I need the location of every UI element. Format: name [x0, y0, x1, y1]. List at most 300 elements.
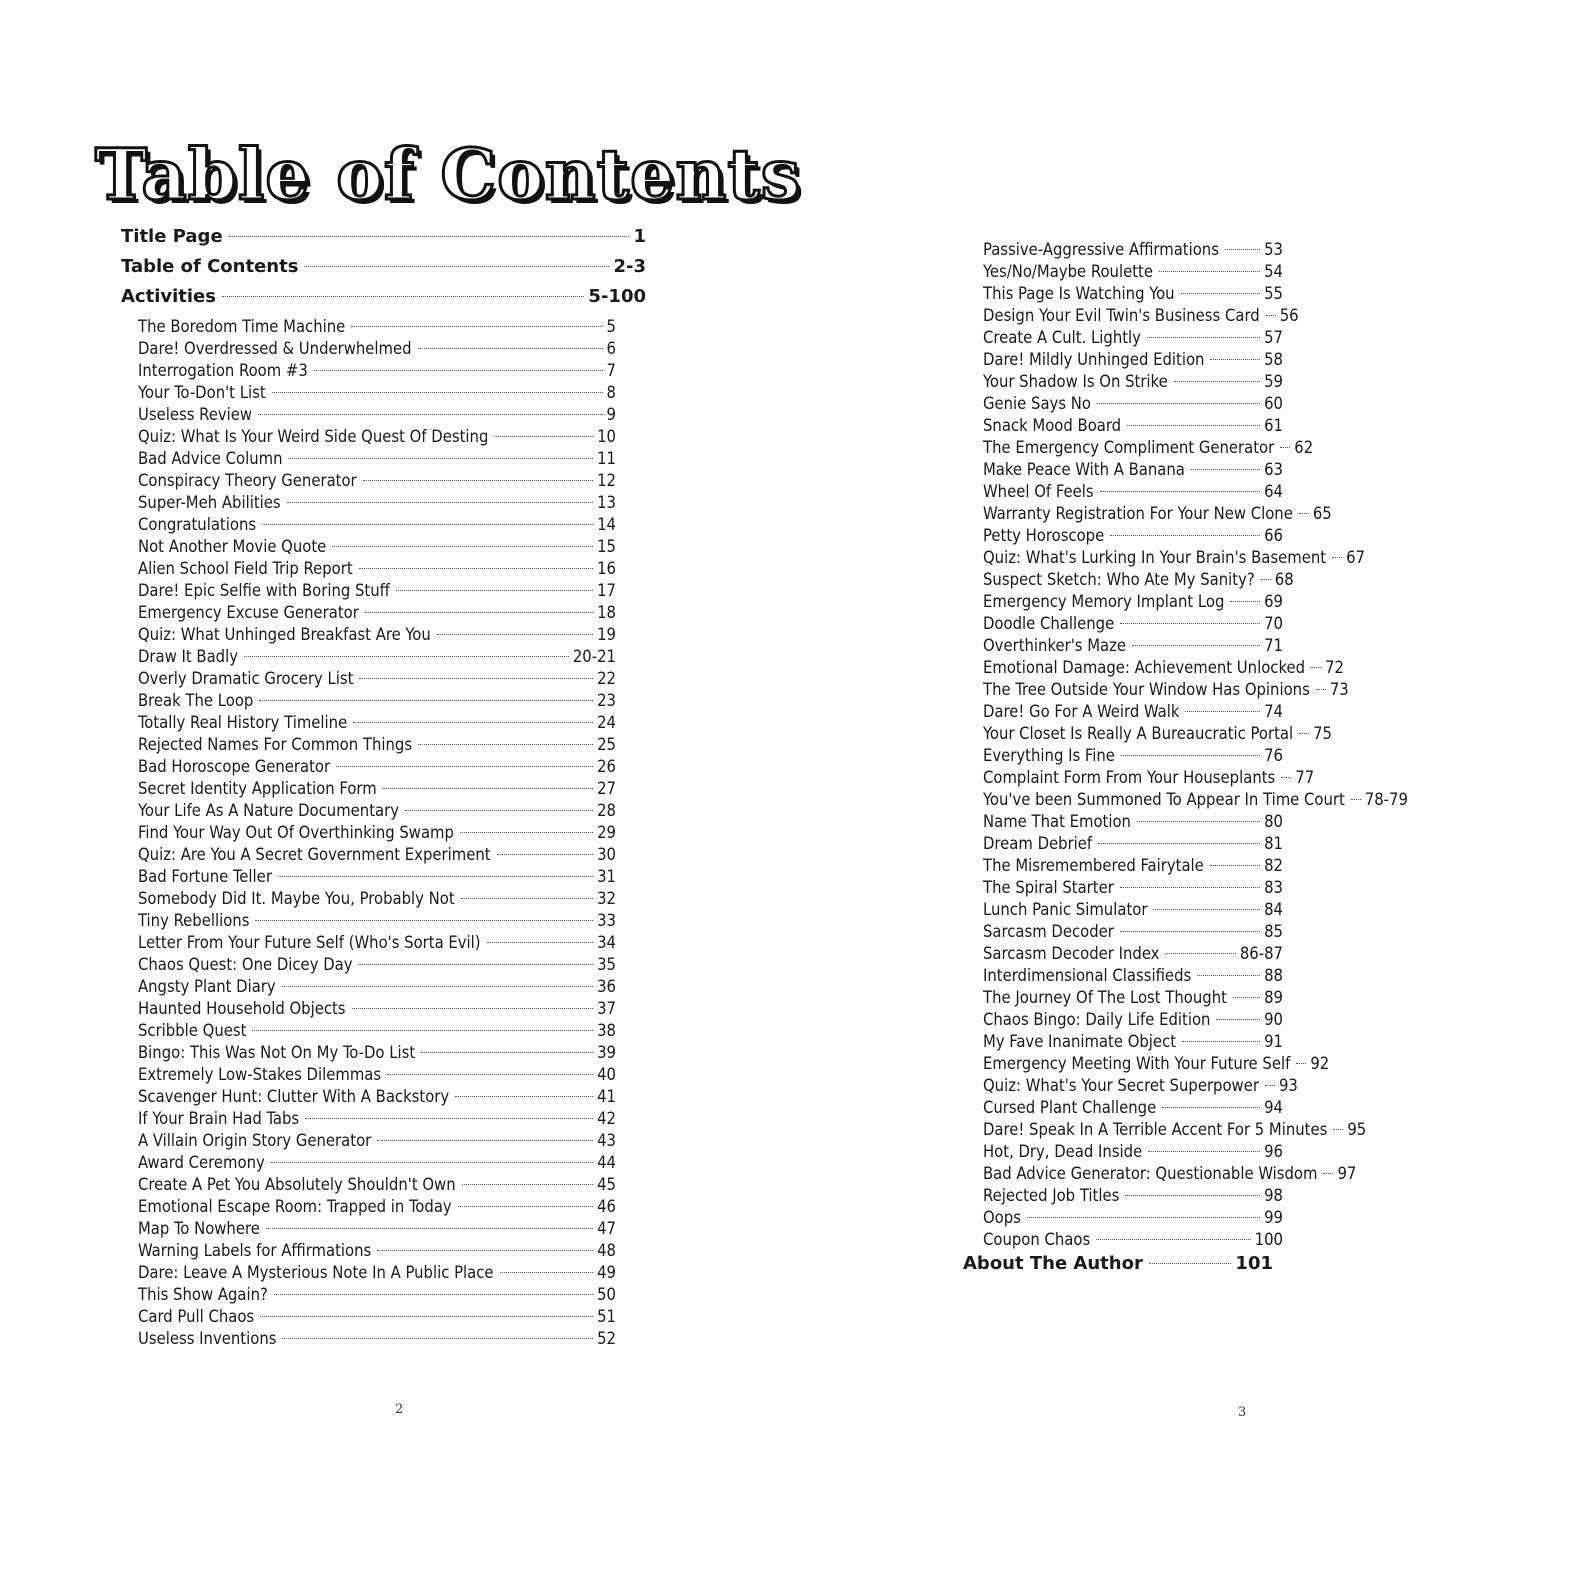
- toc-entry: [983, 635, 1283, 657]
- entry-title: Emotional Escape Room: Trapped in Today: [138, 1197, 452, 1216]
- toc-entry: [983, 613, 1283, 635]
- toc-entry: [138, 998, 616, 1020]
- entry-page-number: 42: [597, 1109, 616, 1128]
- entry-title: Dare! Epic Selfie with Boring Stuff: [138, 581, 390, 600]
- dot-leader: [352, 1008, 594, 1009]
- entry-title: A Villain Origin Story Generator: [138, 1131, 372, 1150]
- entry-page-number: 69: [1264, 592, 1283, 611]
- toc-entry: [138, 624, 616, 646]
- main-sections-list: [121, 222, 646, 312]
- dot-leader: [266, 1228, 593, 1229]
- dot-leader: [405, 810, 593, 811]
- activities-list-left: [138, 316, 616, 1350]
- entry-title: Petty Horoscope: [983, 526, 1105, 545]
- toc-entry: [138, 536, 616, 558]
- entry-page-number: 17: [597, 581, 616, 600]
- toc-main-entry: [121, 222, 646, 252]
- toc-entry: [138, 382, 616, 404]
- entry-title: Hot, Dry, Dead Inside: [983, 1142, 1143, 1161]
- entry-page-number: 95: [1347, 1120, 1367, 1139]
- entry-page-number: 41: [597, 1087, 616, 1106]
- dot-leader: [1182, 1041, 1260, 1042]
- entry-title: Break The Loop: [138, 691, 254, 710]
- entry-page-number: 43: [597, 1131, 616, 1150]
- entry-page-number: 74: [1264, 702, 1283, 721]
- entry-page-number: 49: [597, 1263, 616, 1282]
- entry-page-number: 93: [1278, 1076, 1298, 1095]
- dot-leader: [494, 436, 593, 437]
- entry-title: Not Another Movie Quote: [138, 537, 327, 556]
- entry-page-number: 96: [1264, 1142, 1283, 1161]
- entry-page-number: 81: [1264, 834, 1283, 853]
- dot-leader: [1311, 667, 1321, 668]
- dot-leader: [1096, 1239, 1250, 1240]
- right-page: [793, 0, 1586, 1586]
- dot-leader: [359, 568, 593, 569]
- entry-page-number: 58: [1264, 350, 1283, 369]
- entry-page-number: 63: [1264, 460, 1283, 479]
- dot-leader: [278, 876, 593, 877]
- dot-leader: [462, 1184, 594, 1185]
- entry-page-number: 54: [1264, 262, 1283, 281]
- entry-title: Quiz: What's Your Secret Superpower: [983, 1076, 1259, 1095]
- dot-leader: [1120, 887, 1260, 888]
- entry-title: Quiz: What Is Your Weird Side Quest Of Desting: [138, 427, 489, 446]
- dot-leader: [1147, 337, 1260, 338]
- entry-title: Suspect Sketch: Who Ate My Sanity?: [983, 570, 1255, 589]
- entry-page-number: 97: [1337, 1164, 1357, 1183]
- entry-page-number: 99: [1264, 1208, 1283, 1227]
- entry-title: Cursed Plant Challenge: [983, 1098, 1157, 1117]
- entry-page-number: 15: [597, 537, 616, 556]
- dot-leader: [255, 920, 593, 921]
- dot-leader: [487, 942, 594, 943]
- toc-entry: [983, 1097, 1283, 1119]
- entry-page-number: 60: [1264, 394, 1283, 413]
- entry-page-number: 22: [597, 669, 616, 688]
- dot-leader: [365, 612, 593, 613]
- entry-title: Overly Dramatic Grocery List: [138, 669, 354, 688]
- entry-page-number: 75: [1313, 724, 1332, 743]
- entry-title: Chaos Bingo: Daily Life Edition: [983, 1010, 1211, 1029]
- entry-title: Your Closet Is Really A Bureaucratic Portal: [983, 724, 1294, 743]
- entry-title: Bad Advice Generator: Questionable Wisdom: [983, 1164, 1318, 1183]
- entry-page-number: 40: [597, 1065, 616, 1084]
- toc-entry: [138, 910, 616, 932]
- entry-title: Warning Labels for Affirmations: [138, 1241, 372, 1260]
- dot-leader: [1216, 1019, 1260, 1020]
- toc-entry: [138, 712, 616, 734]
- toc-entry: [138, 1306, 616, 1328]
- entry-title: Dream Debrief: [983, 834, 1093, 853]
- entry-title: Dare! Go For A Weird Walk: [983, 702, 1180, 721]
- entry-page-number: 94: [1264, 1098, 1283, 1117]
- entry-page-number: 73: [1329, 680, 1349, 699]
- entry-title: Oops: [983, 1208, 1021, 1227]
- dot-leader: [351, 326, 602, 327]
- entry-title: Chaos Quest: One Dicey Day: [138, 955, 353, 974]
- entry-page-number: 80: [1264, 812, 1283, 831]
- dot-leader: [1351, 799, 1361, 800]
- toc-entry: [983, 1053, 1330, 1075]
- dot-leader: [353, 722, 593, 723]
- entry-page-number: 11: [597, 449, 616, 468]
- entry-title: Secret Identity Application Form: [138, 779, 377, 798]
- entry-title: The Misremembered Fairytale: [983, 856, 1204, 875]
- entry-title: Complaint Form From Your Houseplants: [983, 768, 1276, 787]
- entry-title: Create A Cult. Lightly: [983, 328, 1141, 347]
- toc-entry: [138, 844, 616, 866]
- dot-leader: [377, 1140, 593, 1141]
- toc-entry: [983, 943, 1283, 965]
- entry-title: Passive-Aggressive Affirmations: [983, 240, 1219, 259]
- entry-title: Make Peace With A Banana: [983, 460, 1185, 479]
- entry-title: Dare! Mildly Unhinged Edition: [983, 350, 1205, 369]
- toc-entry: [138, 734, 616, 756]
- entry-title: Super-Meh Abilities: [138, 493, 281, 512]
- entry-page-number: 62: [1294, 438, 1314, 457]
- entry-page-number: 78-79: [1364, 790, 1408, 809]
- entry-title: Genie Says No: [983, 394, 1091, 413]
- dot-leader: [1185, 711, 1260, 712]
- dot-leader: [1323, 1173, 1333, 1174]
- toc-entry: [983, 789, 1408, 811]
- entry-title: Emergency Meeting With Your Future Self: [983, 1054, 1291, 1073]
- dot-leader: [1120, 931, 1260, 932]
- dot-leader: [314, 370, 603, 371]
- dot-leader: [1097, 403, 1260, 404]
- entry-title: Dare! Speak In A Terrible Accent For 5 Minutes: [983, 1120, 1328, 1139]
- dot-leader: [244, 656, 569, 657]
- dot-leader: [1280, 447, 1290, 448]
- toc-entry: [983, 437, 1314, 459]
- dot-leader: [1265, 1085, 1275, 1086]
- entry-page-number: 84: [1264, 900, 1283, 919]
- entry-page-number: 50: [597, 1285, 616, 1304]
- toc-entry: [983, 679, 1349, 701]
- entry-page-number: 31: [597, 867, 616, 886]
- entry-title: This Show Again?: [138, 1285, 268, 1304]
- entry-title: Emergency Excuse Generator: [138, 603, 359, 622]
- toc-entry: [983, 877, 1283, 899]
- entry-title: The Boredom Time Machine: [138, 317, 346, 336]
- entry-page-number: 10: [597, 427, 616, 446]
- entry-title: Warranty Registration For Your New Clone: [983, 504, 1293, 523]
- entry-page-number: 64: [1264, 482, 1283, 501]
- entry-title: Your To-Don't List: [138, 383, 266, 402]
- entry-title: Sarcasm Decoder Index: [983, 944, 1160, 963]
- entry-title: Map To Nowhere: [138, 1219, 260, 1238]
- toc-entry: [138, 756, 616, 778]
- entry-page-number: 44: [597, 1153, 616, 1172]
- entry-page-number: 12: [597, 471, 616, 490]
- toc-entry: [983, 657, 1344, 679]
- toc-entry: [138, 1108, 616, 1130]
- entry-page-number: 18: [597, 603, 616, 622]
- dot-leader: [1162, 1107, 1260, 1108]
- toc-entry: [138, 602, 616, 624]
- toc-entry: [983, 459, 1283, 481]
- dot-leader: [1333, 1129, 1343, 1130]
- toc-entry: [138, 1020, 616, 1042]
- toc-entry: [138, 426, 616, 448]
- entry-title: Alien School Field Trip Report: [138, 559, 353, 578]
- entry-title: Design Your Evil Twin's Business Card: [983, 306, 1260, 325]
- entry-title: Overthinker's Maze: [983, 636, 1127, 655]
- entry-page-number: 36: [597, 977, 616, 996]
- entry-page-number: 2-3: [613, 256, 646, 277]
- entry-page-number: 32: [597, 889, 616, 908]
- toc-entry: [983, 965, 1283, 987]
- toc-entry: [138, 800, 616, 822]
- dot-leader: [272, 392, 603, 393]
- entry-title: Angsty Plant Diary: [138, 977, 276, 996]
- entry-title: Rejected Names For Common Things: [138, 735, 413, 754]
- entry-page-number: 59: [1264, 372, 1283, 391]
- entry-title: Useless Inventions: [138, 1329, 277, 1348]
- entry-page-number: 98: [1264, 1186, 1283, 1205]
- toc-entry: [983, 525, 1283, 547]
- entry-page-number: 47: [597, 1219, 616, 1238]
- dot-leader: [1316, 689, 1326, 690]
- entry-page-number: 30: [597, 845, 616, 864]
- toc-entry: [138, 866, 616, 888]
- dot-leader: [460, 832, 593, 833]
- entry-title: My Fave Inanimate Object: [983, 1032, 1177, 1051]
- dot-leader: [1210, 359, 1260, 360]
- dot-leader: [1159, 271, 1260, 272]
- entry-title: Letter From Your Future Self (Who's Sorta Evil): [138, 933, 481, 952]
- toc-entry: [138, 1042, 616, 1064]
- dot-leader: [1174, 381, 1260, 382]
- entry-title: Somebody Did It. Maybe You, Probably Not: [138, 889, 455, 908]
- toc-entry: [983, 833, 1283, 855]
- toc-entry: [983, 547, 1365, 569]
- toc-entry: [983, 1119, 1367, 1141]
- dot-leader: [1125, 1195, 1260, 1196]
- entry-title: Create A Pet You Absolutely Shouldn't Own: [138, 1175, 456, 1194]
- entry-title: Wheel Of Feels: [983, 482, 1094, 501]
- entry-page-number: 19: [597, 625, 616, 644]
- entry-title: Card Pull Chaos: [138, 1307, 255, 1326]
- entry-page-number: 66: [1264, 526, 1283, 545]
- dot-leader: [1197, 975, 1260, 976]
- entry-title: Yes/No/Maybe Roulette: [983, 262, 1153, 281]
- dot-leader: [1148, 1151, 1260, 1152]
- dot-leader: [1210, 865, 1260, 866]
- toc-entry: [138, 1262, 616, 1284]
- dot-leader: [458, 1206, 593, 1207]
- entry-page-number: 85: [1264, 922, 1283, 941]
- dot-leader: [497, 854, 594, 855]
- entry-page-number: 9: [606, 405, 616, 424]
- dot-leader: [1332, 557, 1342, 558]
- entry-page-number: 88: [1264, 966, 1283, 985]
- toc-entry: [138, 668, 616, 690]
- entry-title: Emergency Memory Implant Log: [983, 592, 1225, 611]
- toc-entry: [983, 1163, 1357, 1185]
- entry-page-number: 61: [1264, 416, 1283, 435]
- dot-leader: [222, 296, 584, 297]
- toc-entry: [138, 1328, 616, 1350]
- entry-page-number: 37: [597, 999, 616, 1018]
- entry-page-number: 52: [597, 1329, 616, 1348]
- toc-entry: [138, 954, 616, 976]
- entry-page-number: 89: [1264, 988, 1283, 1007]
- toc-entry: [983, 811, 1283, 833]
- entry-title: Scavenger Hunt: Clutter With A Backstory: [138, 1087, 450, 1106]
- entry-page-number: 33: [597, 911, 616, 930]
- entry-title: Bad Fortune Teller: [138, 867, 272, 886]
- dot-leader: [1181, 293, 1261, 294]
- entry-title: Your Life As A Nature Documentary: [138, 801, 399, 820]
- entry-page-number: 45: [597, 1175, 616, 1194]
- toc-entry: [983, 481, 1283, 503]
- toc-entry: [983, 371, 1283, 393]
- toc-entry: [983, 745, 1283, 767]
- entry-page-number: 101: [1235, 1253, 1273, 1274]
- toc-entry: [138, 1152, 616, 1174]
- entry-title: Title Page: [121, 226, 223, 247]
- toc-entry: [983, 239, 1283, 261]
- dot-leader: [387, 1074, 593, 1075]
- entry-title: Quiz: What Unhinged Breakfast Are You: [138, 625, 431, 644]
- entry-title: Tiny Rebellions: [138, 911, 250, 930]
- dot-leader: [304, 266, 609, 267]
- dot-leader: [437, 634, 593, 635]
- closing-section: [963, 1249, 1273, 1279]
- toc-entry: [983, 503, 1332, 525]
- toc-entry: [983, 1031, 1283, 1053]
- toc-entry: [138, 338, 616, 360]
- toc-entry: [138, 976, 616, 998]
- dot-leader: [461, 898, 593, 899]
- entry-page-number: 28: [597, 801, 616, 820]
- page-title: Table of Contents: [95, 133, 802, 216]
- entry-title: The Journey Of The Lost Thought: [983, 988, 1227, 1007]
- entry-page-number: 1: [633, 226, 646, 247]
- entry-title: The Emergency Compliment Generator: [983, 438, 1275, 457]
- entry-title: Rejected Job Titles: [983, 1186, 1120, 1205]
- entry-page-number: 23: [597, 691, 616, 710]
- dot-leader: [271, 1162, 593, 1163]
- dot-leader: [252, 1030, 593, 1031]
- dot-leader: [274, 1294, 593, 1295]
- toc-entry: [983, 569, 1294, 591]
- toc-entry: [138, 1240, 616, 1262]
- toc-entry: [138, 316, 616, 338]
- dot-leader: [1137, 821, 1260, 822]
- toc-entry: [983, 415, 1283, 437]
- toc-entry: [983, 327, 1283, 349]
- entry-title: Quiz: What's Lurking In Your Brain's Basement: [983, 548, 1327, 567]
- dot-leader: [1110, 535, 1260, 536]
- dot-leader: [359, 678, 593, 679]
- entry-title: Bingo: This Was Not On My To-Do List: [138, 1043, 416, 1062]
- entry-title: Extremely Low-Stakes Dilemmas: [138, 1065, 382, 1084]
- entry-title: Award Ceremony: [138, 1153, 265, 1172]
- dot-leader: [287, 502, 593, 503]
- entry-page-number: 71: [1264, 636, 1283, 655]
- entry-page-number: 20-21: [572, 647, 616, 666]
- entry-page-number: 67: [1346, 548, 1365, 567]
- dot-leader: [1100, 491, 1261, 492]
- dot-leader: [288, 458, 593, 459]
- toc-entry: [138, 1284, 616, 1306]
- toc-entry: [138, 492, 616, 514]
- entry-page-number: 16: [597, 559, 616, 578]
- entry-page-number: 65: [1312, 504, 1332, 523]
- entry-page-number: 27: [597, 779, 616, 798]
- dot-leader: [1266, 315, 1276, 316]
- entry-title: Bad Advice Column: [138, 449, 283, 468]
- dot-leader: [1027, 1217, 1260, 1218]
- toc-entry: [138, 1174, 616, 1196]
- dot-leader: [305, 1118, 593, 1119]
- entry-page-number: 92: [1310, 1054, 1330, 1073]
- entry-page-number: 82: [1264, 856, 1283, 875]
- dot-leader: [418, 744, 593, 745]
- entry-title: The Spiral Starter: [983, 878, 1114, 897]
- toc-entry: [138, 360, 616, 382]
- entry-page-number: 29: [597, 823, 616, 842]
- entry-title: Snack Mood Board: [983, 416, 1122, 435]
- entry-page-number: 35: [597, 955, 616, 974]
- toc-entry: [983, 1207, 1283, 1229]
- page-number-right: 3: [1238, 1405, 1247, 1420]
- toc-main-entry: [121, 252, 646, 282]
- toc-entry: [983, 987, 1283, 1009]
- toc-entry: [138, 1218, 616, 1240]
- dot-leader: [282, 1338, 593, 1339]
- dot-leader: [1191, 469, 1260, 470]
- entry-title: Sarcasm Decoder: [983, 922, 1114, 941]
- toc-entry: [983, 591, 1283, 613]
- toc-entry: [983, 1185, 1283, 1207]
- entry-page-number: 24: [597, 713, 616, 732]
- dot-leader: [1299, 513, 1309, 514]
- dot-leader: [455, 1096, 593, 1097]
- entry-title: Lunch Panic Simulator: [983, 900, 1148, 919]
- dot-leader: [1120, 623, 1260, 624]
- dot-leader: [1132, 645, 1260, 646]
- dot-leader: [1127, 425, 1260, 426]
- entry-page-number: 77: [1295, 768, 1315, 787]
- entry-page-number: 26: [597, 757, 616, 776]
- dot-leader: [258, 414, 602, 415]
- dot-leader: [259, 700, 593, 701]
- entry-title: Doodle Challenge: [983, 614, 1115, 633]
- entry-page-number: 13: [597, 493, 616, 512]
- toc-entry: [983, 393, 1283, 415]
- entry-page-number: 53: [1264, 240, 1283, 259]
- toc-entry: [138, 1086, 616, 1108]
- toc-entry: [138, 822, 616, 844]
- toc-entry: [983, 723, 1332, 745]
- entry-page-number: 70: [1264, 614, 1283, 633]
- dot-leader: [500, 1272, 594, 1273]
- toc-entry: [983, 261, 1283, 283]
- toc-entry: [138, 1196, 616, 1218]
- toc-entry: [138, 448, 616, 470]
- dot-leader: [363, 480, 593, 481]
- dot-leader: [282, 986, 593, 987]
- entry-title: Table of Contents: [121, 256, 299, 277]
- entry-title: Interrogation Room #3: [138, 361, 308, 380]
- toc-entry: [138, 1064, 616, 1086]
- dot-leader: [1281, 777, 1291, 778]
- entry-title: Interdimensional Classifieds: [983, 966, 1192, 985]
